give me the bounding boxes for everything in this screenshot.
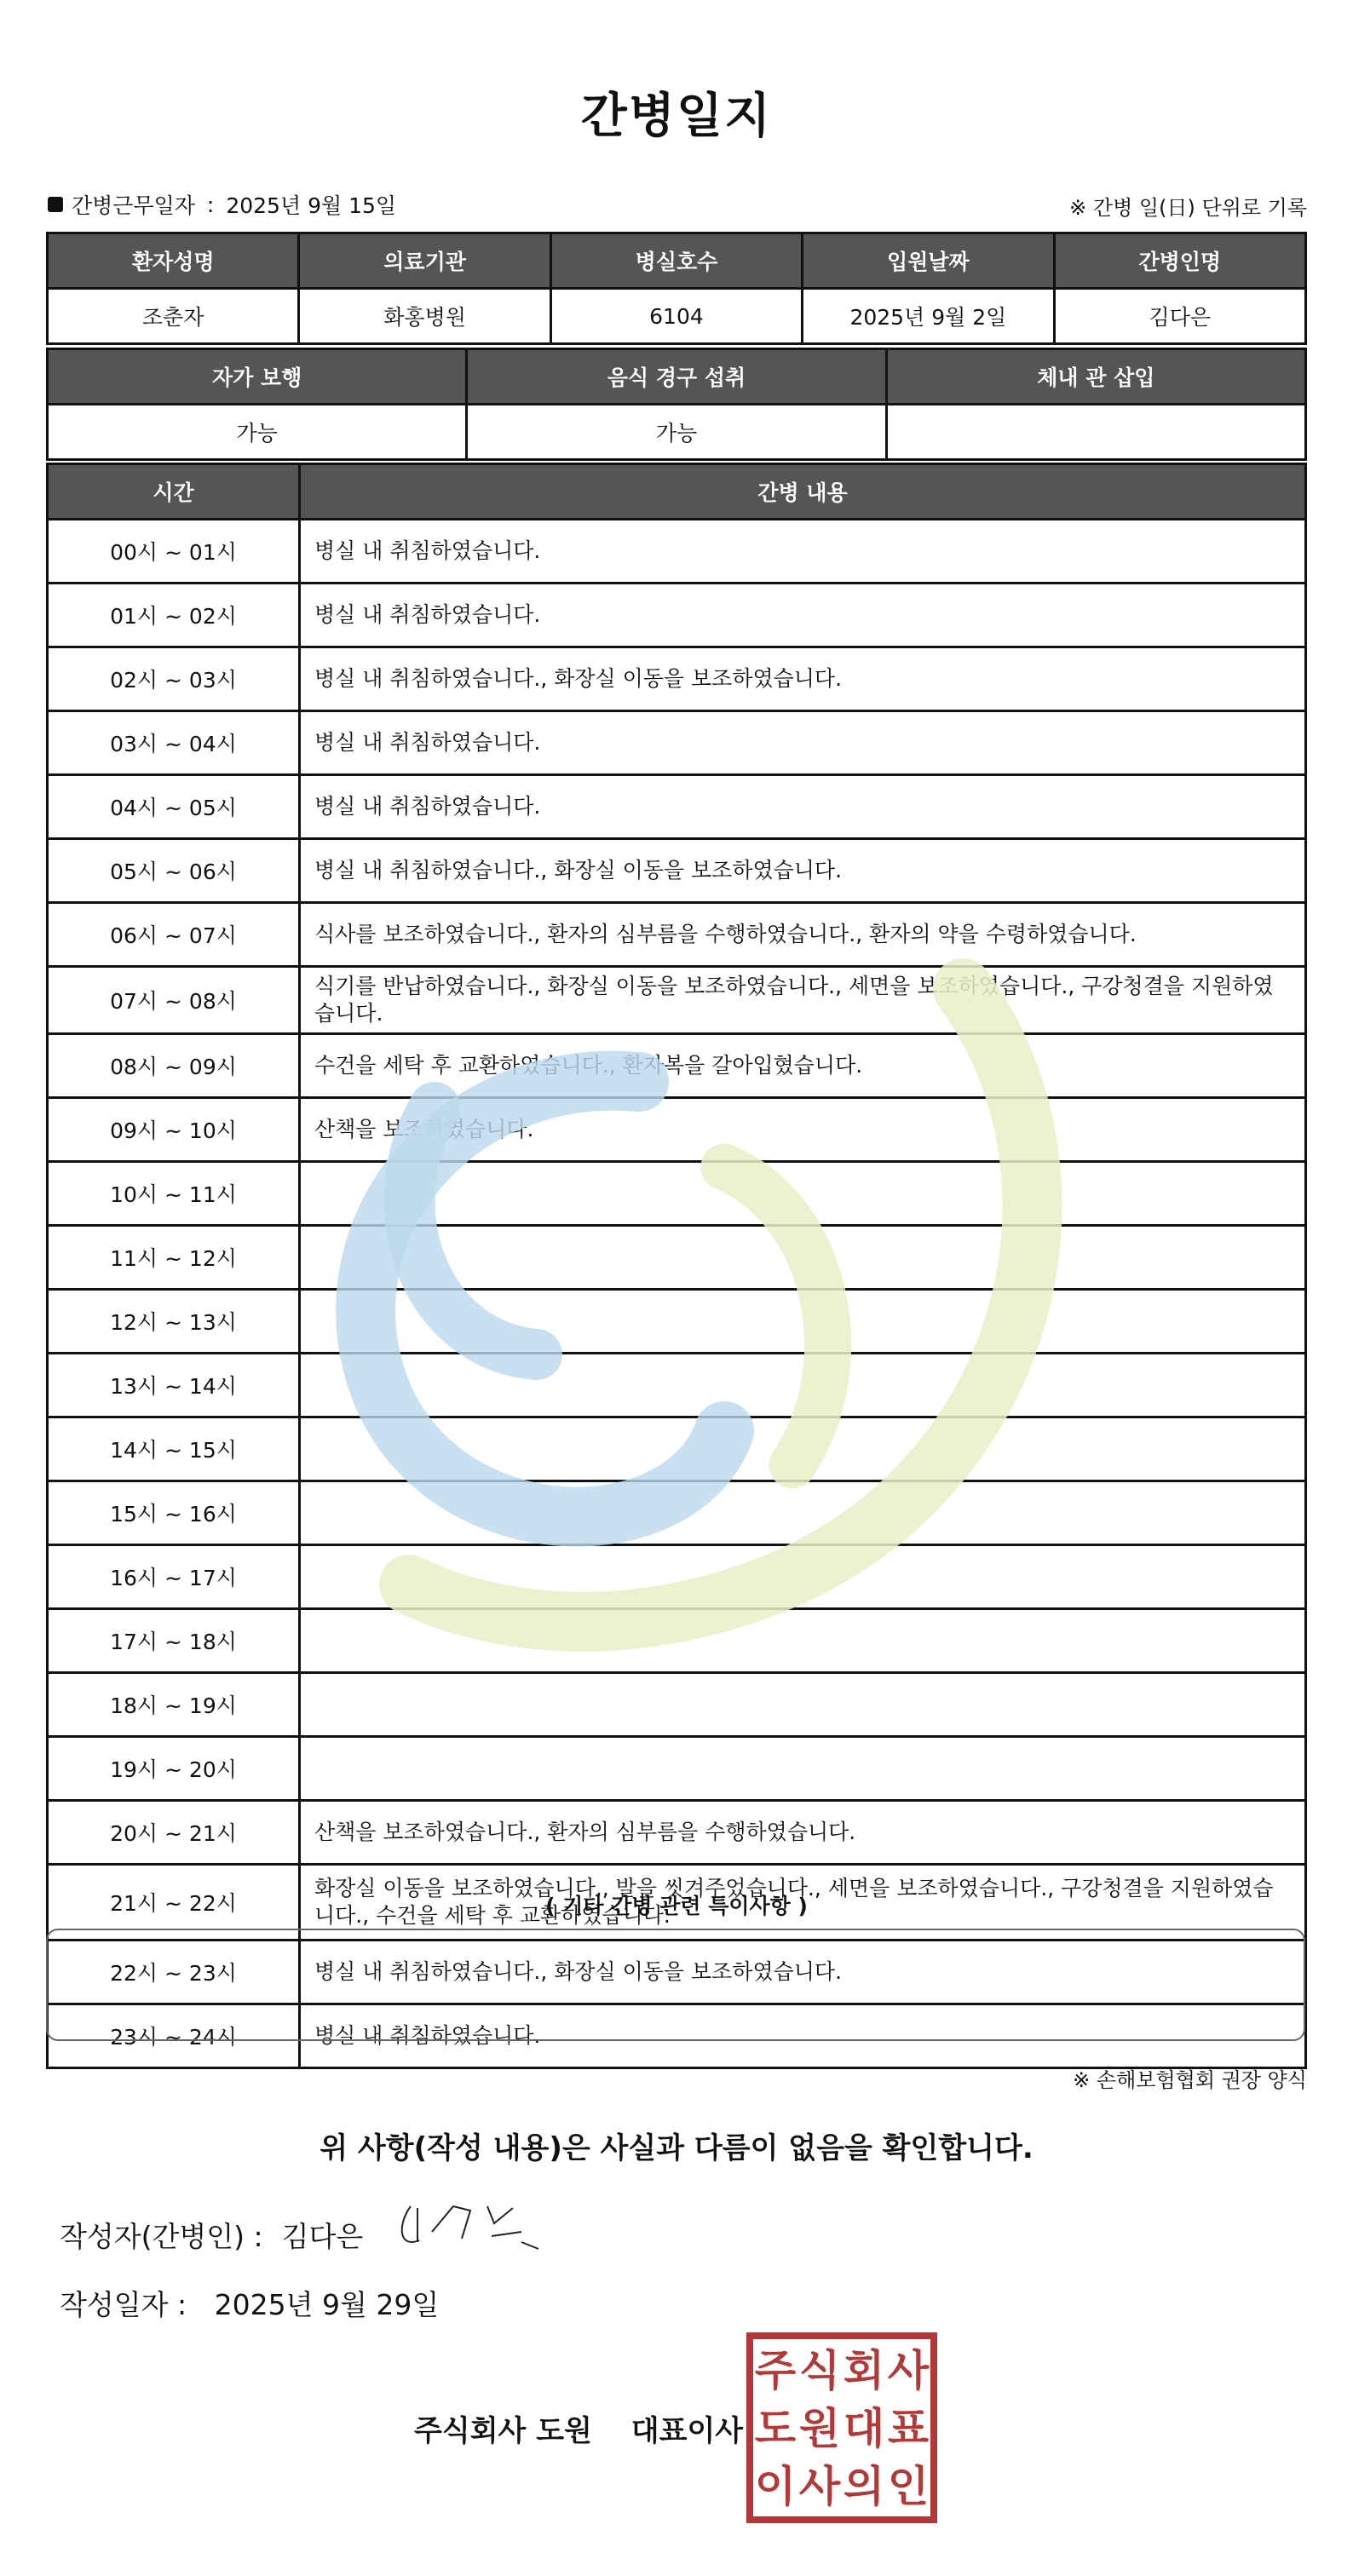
log-content: 수건을 세탁 후 교환하였습니다., 환자복을 갈아입혔습니다. — [300, 1034, 1306, 1098]
patient-name: 조춘자 — [48, 289, 299, 344]
log-time: 10시 ~ 11시 — [48, 1162, 300, 1226]
log-time: 23시 ~ 24시 — [48, 2004, 300, 2068]
log-time: 12시 ~ 13시 — [48, 1290, 300, 1354]
stamp-glyph: 인 — [887, 2462, 930, 2511]
log-content: 병실 내 취침하였습니다. — [300, 711, 1306, 775]
room-number: 6104 — [550, 289, 802, 344]
company-line — [414, 2407, 743, 2449]
log-time: 18시 ~ 19시 — [48, 1673, 300, 1737]
log-time: 22시 ~ 23시 — [48, 1941, 300, 2004]
log-content: 병실 내 취침하였습니다., 화장실 이동을 보조하였습니다. — [300, 1941, 1306, 2004]
log-content — [300, 1290, 1306, 1354]
table-row — [48, 1290, 1306, 1354]
log-time: 01시 ~ 02시 — [48, 584, 300, 647]
table-row — [48, 839, 1306, 903]
writer-name: 김다은 — [281, 2220, 364, 2253]
info-header: 간병인명 — [1054, 233, 1305, 289]
log-time: 03시 ~ 04시 — [48, 711, 300, 775]
status-header: 음식 경구 섭취 — [467, 349, 886, 405]
stamp-glyph: 사 — [887, 2346, 930, 2395]
etc-title: ( 기타 간병 관련 특이사항 ) — [545, 1894, 808, 1918]
status-header: 체내 관 삽입 — [886, 349, 1305, 405]
table-row — [48, 520, 1306, 584]
caregiver-name: 김다은 — [1054, 289, 1305, 344]
stamp-glyph: 이 — [754, 2462, 797, 2511]
table-row — [48, 1354, 1306, 1417]
stamp-glyph: 도 — [754, 2404, 797, 2453]
care-log-table — [46, 463, 1307, 2069]
log-content — [300, 1417, 1306, 1481]
table-row — [48, 1673, 1306, 1737]
log-content: 병실 내 취침하였습니다. — [300, 520, 1306, 584]
log-time: 07시 ~ 08시 — [48, 967, 300, 1034]
log-content: 병실 내 취침하였습니다. — [300, 584, 1306, 647]
patient-info-table — [46, 232, 1307, 345]
log-time: 17시 ~ 18시 — [48, 1609, 300, 1673]
stamp-glyph: 식 — [798, 2346, 841, 2395]
square-bullet-icon — [48, 197, 63, 212]
table-row — [48, 967, 1306, 1034]
table-row — [48, 711, 1306, 775]
log-time: 04시 ~ 05시 — [48, 775, 300, 839]
log-content — [300, 1481, 1306, 1545]
log-time: 05시 ~ 06시 — [48, 839, 300, 903]
log-header-time: 시간 — [48, 464, 300, 520]
log-content: 병실 내 취침하였습니다. — [300, 775, 1306, 839]
stamp-glyph: 대 — [843, 2404, 885, 2453]
log-content — [300, 1545, 1306, 1609]
duty-date — [48, 189, 396, 220]
duty-date-sep: : — [206, 192, 215, 217]
info-header: 환자성명 — [48, 233, 299, 289]
writer-label: 작성자(간병인) : — [60, 2220, 263, 2253]
duty-date-label: 간병근무일자 — [72, 193, 195, 218]
log-time: 20시 ~ 21시 — [48, 1801, 300, 1865]
stamp-glyph: 사 — [798, 2462, 841, 2511]
table-row — [48, 1737, 1306, 1801]
duty-date-value: 2025년 9월 15일 — [226, 193, 397, 218]
table-row — [48, 1417, 1306, 1481]
log-time: 19시 ~ 20시 — [48, 1737, 300, 1801]
log-time: 21시 ~ 22시 — [48, 1865, 300, 1941]
table-row — [48, 647, 1306, 711]
info-header: 의료기관 — [299, 233, 550, 289]
log-time: 00시 ~ 01시 — [48, 520, 300, 584]
admission-date: 2025년 9월 2일 — [803, 289, 1054, 344]
stamp-glyph: 원 — [798, 2404, 841, 2453]
status-header: 자가 보행 — [48, 349, 467, 405]
table-row — [48, 1226, 1306, 1290]
writer-line — [60, 2215, 363, 2255]
log-content: 식기를 반납하였습니다., 화장실 이동을 보조하였습니다., 세면을 보조하였습니다., 구강청결을 지원하였습니다. — [300, 967, 1306, 1034]
stamp-glyph: 표 — [887, 2404, 930, 2453]
unit-note: ※ 간병 일(日) 단위로 기록 — [1069, 196, 1307, 220]
log-content: 병실 내 취침하였습니다., 화장실 이동을 보조하였습니다. — [300, 839, 1306, 903]
table-row — [48, 1034, 1306, 1098]
table-row — [48, 1609, 1306, 1673]
company-seal-stamp — [745, 2331, 939, 2525]
log-content — [300, 1609, 1306, 1673]
table-row — [48, 1162, 1306, 1226]
log-content: 화장실 이동을 보조하였습니다., 발을 씻겨주었습니다., 세면을 보조하였습니다., 구강청결을 지원하였습니다., 수건을 세탁 후 교환하였습니다. — [300, 1865, 1306, 1941]
log-content: 산책을 보조하였습니다. — [300, 1098, 1306, 1162]
log-content — [300, 1162, 1306, 1226]
stamp-glyph: 주 — [754, 2346, 797, 2395]
log-time: 02시 ~ 03시 — [48, 647, 300, 711]
log-time: 11시 ~ 12시 — [48, 1226, 300, 1290]
table-row — [48, 584, 1306, 647]
log-time: 14시 ~ 15시 — [48, 1417, 300, 1481]
self-walking: 가능 — [48, 405, 467, 460]
written-date-value: 2025년 9월 29일 — [214, 2288, 440, 2321]
log-time: 13시 ~ 14시 — [48, 1354, 300, 1417]
stamp-glyph: 의 — [843, 2462, 885, 2511]
log-time: 09시 ~ 10시 — [48, 1098, 300, 1162]
log-time: 15시 ~ 16시 — [48, 1481, 300, 1545]
company-name: 주식회사 도원 — [414, 2414, 592, 2448]
info-header: 병실호수 — [550, 233, 802, 289]
table-row — [48, 1481, 1306, 1545]
stamp-glyph: 회 — [843, 2346, 885, 2395]
log-content: 식사를 보조하였습니다., 환자의 심부름을 수행하였습니다., 환자의 약을 수령하였습니다. — [300, 903, 1306, 967]
log-time: 16시 ~ 17시 — [48, 1545, 300, 1609]
info-header: 입원날짜 — [803, 233, 1054, 289]
page-title: 간병일지 — [580, 89, 773, 144]
confirm-statement: 위 사항(작성 내용)은 사실과 다름이 없음을 확인합니다. — [320, 2131, 1033, 2165]
log-content: 산책을 보조하였습니다., 환자의 심부름을 수행하였습니다. — [300, 1801, 1306, 1865]
table-row — [48, 903, 1306, 967]
log-content — [300, 1673, 1306, 1737]
log-content — [300, 1226, 1306, 1290]
table-row — [48, 775, 1306, 839]
etc-notes-box[interactable] — [46, 1929, 1305, 2041]
association-note: ※ 손해보험협회 권장 양식 — [1073, 2068, 1307, 2092]
log-time: 06시 ~ 07시 — [48, 903, 300, 967]
signature-icon — [394, 2189, 556, 2266]
log-header-content: 간병 내용 — [300, 464, 1306, 520]
hospital: 화홍병원 — [299, 289, 550, 344]
written-date-line — [60, 2283, 439, 2323]
oral-intake: 가능 — [467, 405, 886, 460]
tube-insertion — [886, 405, 1305, 460]
company-ceo: 대표이사 — [630, 2414, 744, 2448]
written-date-label: 작성일자 : — [60, 2288, 187, 2321]
log-content: 병실 내 취침하였습니다. — [300, 2004, 1306, 2068]
log-content: 병실 내 취침하였습니다., 화장실 이동을 보조하였습니다. — [300, 647, 1306, 711]
log-content — [300, 1737, 1306, 1801]
table-row — [48, 1801, 1306, 1865]
log-time: 08시 ~ 09시 — [48, 1034, 300, 1098]
patient-status-table — [46, 348, 1307, 461]
log-content — [300, 1354, 1306, 1417]
table-row — [48, 1098, 1306, 1162]
table-row — [48, 1545, 1306, 1609]
